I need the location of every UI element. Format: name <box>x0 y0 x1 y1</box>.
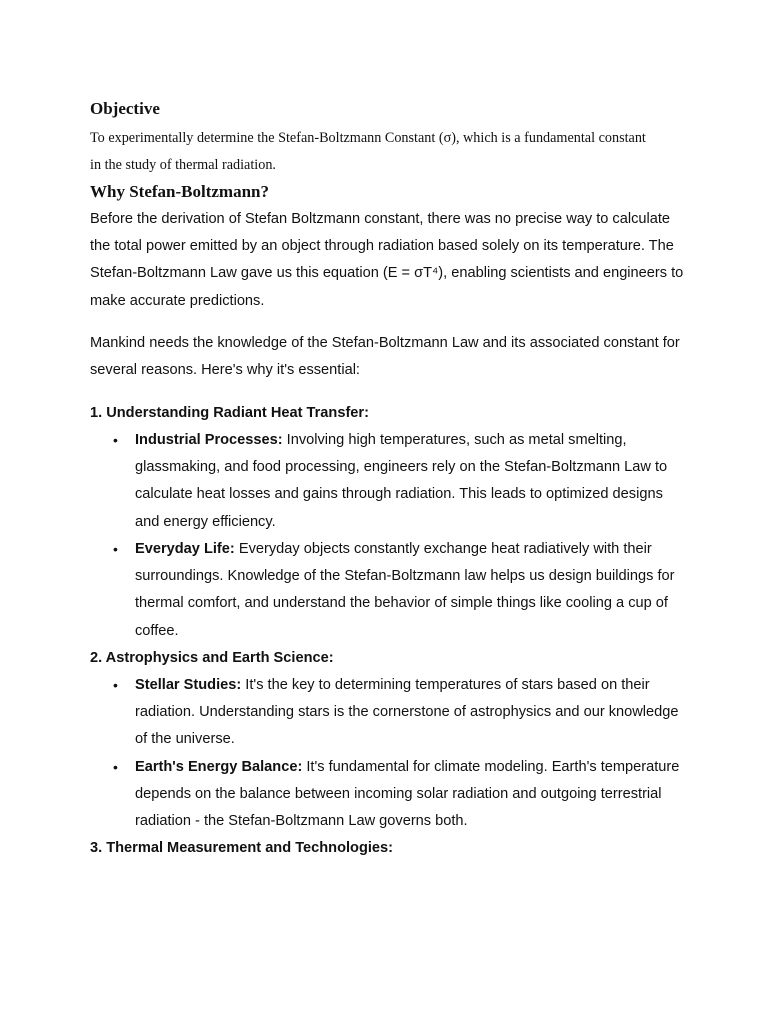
bullet-text: Involving high temperatures, such as metal smelting, glassmaking, and food processing, engineers rely on the Stefan-Boltzmann Law to calculate heat losses and gains through radiation. This leads to optimized designs and energy efficiency. <box>135 432 668 530</box>
bullet-icon: • <box>113 677 118 693</box>
section-3-heading: 3. Thermal Measurement and Technologies: <box>90 840 394 856</box>
section-1-heading: 1. Understanding Radiant Heat Transfer: <box>90 405 369 421</box>
bullet-label: Everyday Life: <box>135 541 235 557</box>
why-heading: Why Stefan-Boltzmann? <box>90 182 269 201</box>
bullet-text: Everyday objects constantly exchange heat radiatively with their surroundings. Knowledge of the Stefan-Boltzmann law helps us design buildings for thermal comfort, and understand the behavior of simple things like cooling a cup of coffee. <box>135 541 675 639</box>
bullet-icon: • <box>113 432 118 448</box>
bullet-label: Industrial Processes: <box>135 432 283 448</box>
list-item-everyday-life <box>113 536 681 645</box>
why-paragraph-1: Before the derivation of Stefan Boltzmann constant, there was no precise way to calculate the total power emitted by an object through radiation based solely on its temperature. The Stefan-Boltzmann Law gave us this equation (E = σT⁴), enabling scientists and engineers to make accurate predictions. <box>90 211 684 309</box>
bullet-label: Stellar Studies: <box>135 677 242 693</box>
objective-heading: Objective <box>90 99 160 118</box>
section-2-heading: 2. Astrophysics and Earth Science: <box>90 650 334 666</box>
bullet-text: It's fundamental for climate modeling. Earth's temperature depends on the balance between incoming solar radiation and outgoing terrestrial radiation - the Stefan-Boltzmann Law governs both. <box>135 759 680 830</box>
list-item-industrial-processes <box>113 427 681 536</box>
why-paragraph-2: Mankind needs the knowledge of the Stefan-Boltzmann Law and its associated constant for several reasons. Here's why it's essential: <box>90 335 680 379</box>
list-item-stellar-studies <box>113 672 681 754</box>
bullet-icon: • <box>113 541 118 557</box>
list-item-earths-energy-balance <box>113 754 681 836</box>
bullet-text: It's the key to determining temperatures of stars based on their radiation. Understanding stars is the cornerstone of astrophysics and our knowledge of the universe. <box>135 677 679 748</box>
objective-body: To experimentally determine the Stefan-Boltzmann Constant (σ), which is a fundamental constant in the study of thermal radiation. <box>90 130 646 173</box>
bullet-icon: • <box>113 759 118 775</box>
bullet-label: Earth's Energy Balance: <box>135 759 303 775</box>
